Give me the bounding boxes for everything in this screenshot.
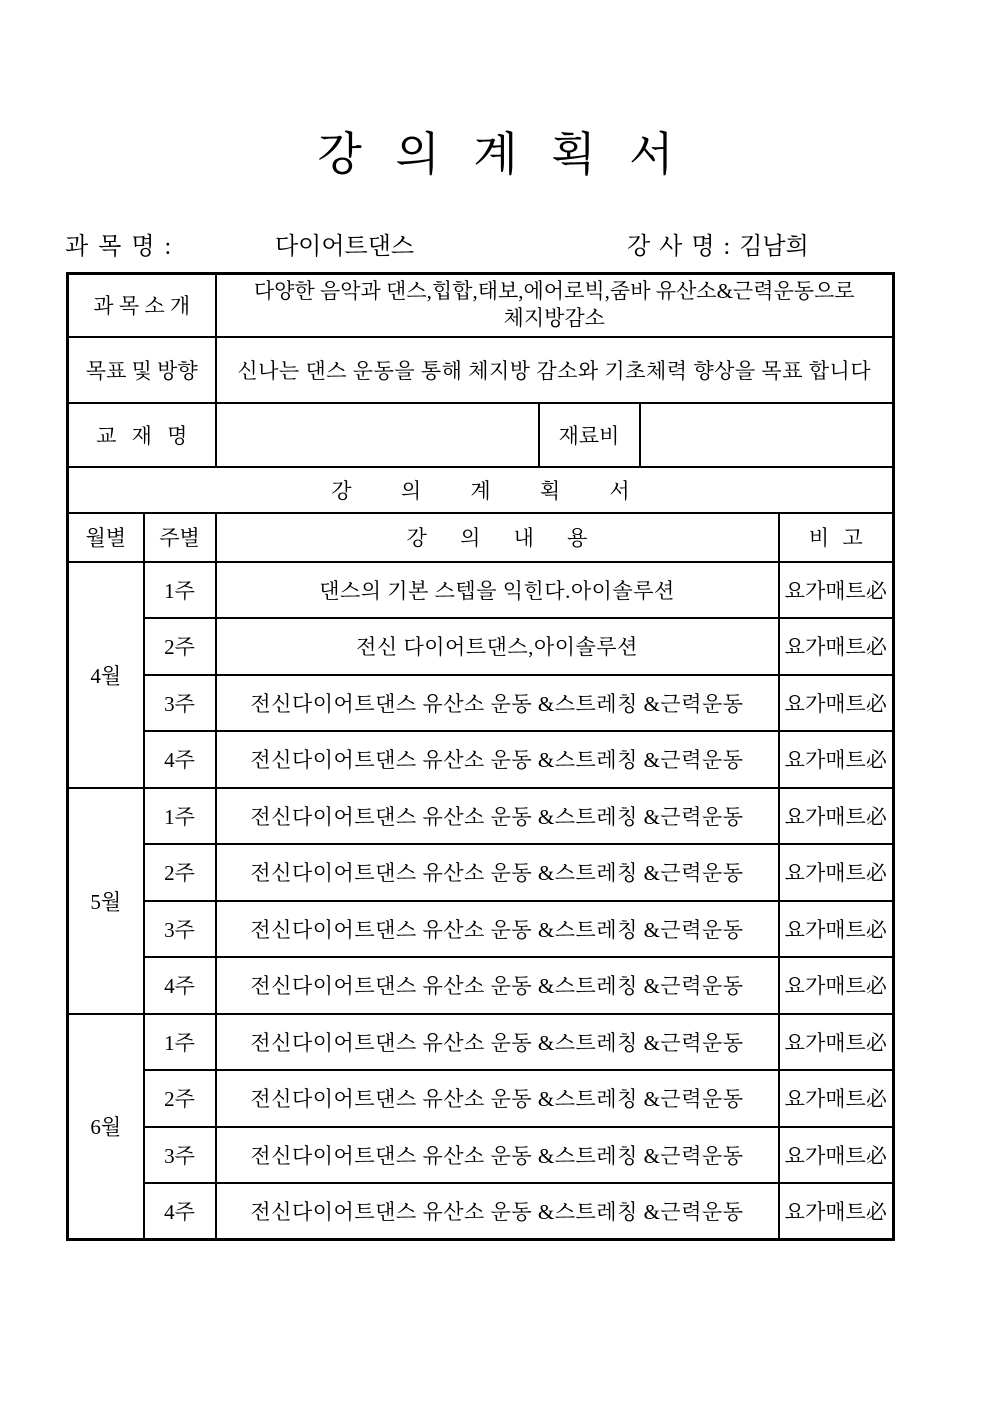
lecture-content-cell: 전신다이어트댄스 유산소 운동 &스트레칭 &근력운동	[216, 844, 779, 901]
table-row	[68, 403, 894, 467]
subject-name-value: 다이어트댄스	[275, 234, 415, 260]
schedule-row	[68, 957, 894, 1014]
note-cell: 요가매트必	[779, 675, 894, 732]
table-row	[68, 337, 894, 403]
document-title: 강 의 계 획 서	[317, 129, 675, 180]
lecture-content-cell: 전신다이어트댄스 유산소 운동 &스트레칭 &근력운동	[216, 731, 779, 788]
month-cell: 6월	[68, 1014, 144, 1240]
textbook-label: 교 재 명	[68, 403, 216, 467]
note-cell: 요가매트必	[779, 618, 894, 675]
note-column-header: 비 고	[779, 513, 894, 562]
note-cell: 요가매트必	[779, 901, 894, 958]
table-row	[68, 467, 894, 513]
note-cell: 요가매트必	[779, 1127, 894, 1184]
week-cell: 3주	[144, 675, 216, 732]
lecture-content-cell: 전신다이어트댄스 유산소 운동 &스트레칭 &근력운동	[216, 957, 779, 1014]
schedule-row	[68, 901, 894, 958]
note-cell: 요가매트必	[779, 1070, 894, 1127]
goal-value: 신나는 댄스 운동을 통해 체지방 감소와 기초체력 향상을 목표 합니다	[216, 337, 894, 403]
schedule-row	[68, 1070, 894, 1127]
lecture-content-cell: 전신다이어트댄스 유산소 운동 &스트레칭 &근력운동	[216, 788, 779, 845]
week-cell: 2주	[144, 618, 216, 675]
week-cell: 3주	[144, 901, 216, 958]
week-column-header: 주별	[144, 513, 216, 562]
instructor-name: 강 사 명 : 김남희	[627, 234, 809, 260]
material-cost-label: 재료비	[539, 403, 640, 467]
subject-intro-line1: 다양한 음악과 댄스,힙합,태보,에어로빅,줌바 유산소&근력운동으로	[253, 279, 855, 304]
schedule-row	[68, 618, 894, 675]
month-cell: 4월	[68, 562, 144, 788]
lecture-content-cell: 전신다이어트댄스 유산소 운동 &스트레칭 &근력운동	[216, 675, 779, 732]
week-cell: 4주	[144, 731, 216, 788]
material-cost-value-cell	[640, 403, 894, 467]
schedule-row	[68, 675, 894, 732]
week-cell: 1주	[144, 788, 216, 845]
note-cell: 요가매트必	[779, 562, 894, 619]
schedule-header-row	[68, 513, 894, 562]
month-column-header: 월별	[68, 513, 144, 562]
content-column-header: 강 의 내 용	[216, 513, 779, 562]
week-cell: 3주	[144, 1127, 216, 1184]
lecture-content-cell: 전신다이어트댄스 유산소 운동 &스트레칭 &근력운동	[216, 1183, 779, 1240]
schedule-row	[68, 788, 894, 845]
textbook-value-cell	[216, 403, 539, 467]
schedule-row	[68, 731, 894, 788]
note-cell: 요가매트必	[779, 1014, 894, 1071]
note-cell: 요가매트必	[779, 788, 894, 845]
note-cell: 요가매트必	[779, 1183, 894, 1240]
week-cell: 4주	[144, 1183, 216, 1240]
note-cell: 요가매트必	[779, 731, 894, 788]
schedule-row	[68, 1014, 894, 1071]
subject-name-label: 과 목 명 :	[65, 234, 172, 260]
week-cell: 1주	[144, 1014, 216, 1071]
goal-label: 목표 및 방향	[68, 337, 216, 403]
lecture-content-cell: 전신 다이어트댄스,아이솔루션	[216, 618, 779, 675]
note-cell: 요가매트必	[779, 957, 894, 1014]
subject-instructor-line	[0, 226, 992, 258]
lecture-content-cell: 전신다이어트댄스 유산소 운동 &스트레칭 &근력운동	[216, 1014, 779, 1071]
week-cell: 2주	[144, 1070, 216, 1127]
schedule-row	[68, 1183, 894, 1240]
schedule-row	[68, 844, 894, 901]
note-cell: 요가매트必	[779, 844, 894, 901]
lecture-content-cell: 전신다이어트댄스 유산소 운동 &스트레칭 &근력운동	[216, 901, 779, 958]
schedule-row	[68, 1127, 894, 1184]
lecture-content-cell: 전신다이어트댄스 유산소 운동 &스트레칭 &근력운동	[216, 1127, 779, 1184]
lecture-content-cell: 댄스의 기본 스텝을 익힌다.아이솔루션	[216, 562, 779, 619]
subject-intro-line2: 체지방감소	[503, 306, 605, 331]
lecture-content-cell: 전신다이어트댄스 유산소 운동 &스트레칭 &근력운동	[216, 1070, 779, 1127]
schedule-section-title: 강 의 계 획 서	[68, 467, 894, 513]
schedule-row	[68, 562, 894, 619]
subject-intro-value	[216, 274, 894, 337]
subject-intro-label: 과 목 소 개	[68, 274, 216, 337]
lecture-plan-table	[66, 272, 895, 1241]
week-cell: 4주	[144, 957, 216, 1014]
week-cell: 1주	[144, 562, 216, 619]
table-row	[68, 274, 894, 337]
week-cell: 2주	[144, 844, 216, 901]
month-cell: 5월	[68, 788, 144, 1014]
